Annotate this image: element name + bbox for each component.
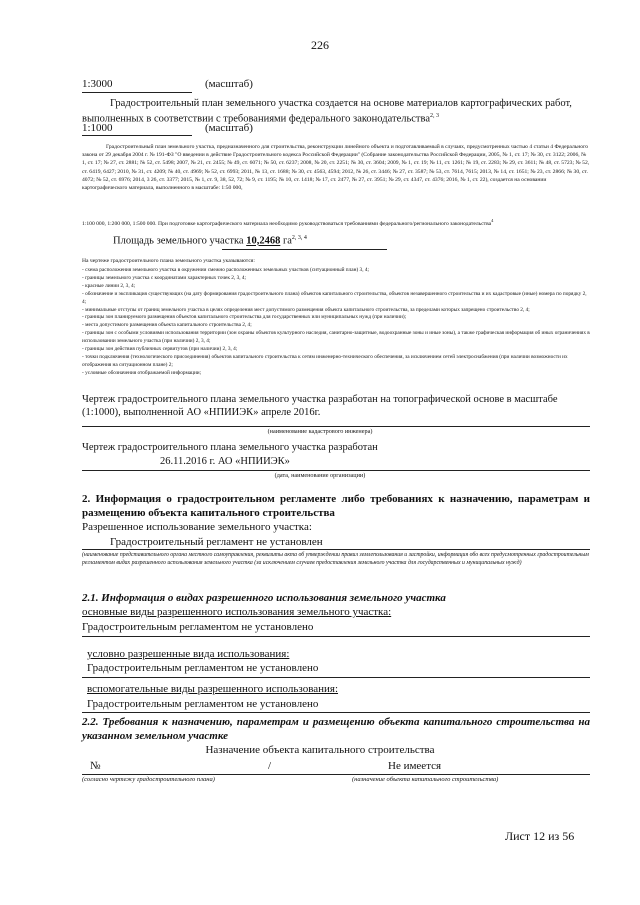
- intro-paragraph: [82, 97, 590, 126]
- scale-second-underline: [82, 135, 192, 136]
- main-kinds-value: Градостроительным регламентом не установлено: [82, 621, 314, 633]
- main-kinds-label: основные виды разрешенного использования земельного участка:: [82, 606, 392, 618]
- section2-title: 2. Информация о градостроительном регламенте либо требованиях к назначению, параметрам и размещению объекта капитального строительства: [82, 493, 590, 519]
- auxiliary-underline: [82, 712, 590, 713]
- area-sup: 2, 3, 4: [291, 235, 307, 241]
- number-sign: №: [90, 760, 101, 772]
- scale-top-label: (масштаб): [205, 78, 253, 90]
- footnote-block-2-text: 1:100 000, 1:200 000, 1:500 000. При подготовке картографического материала необходимо руководствоваться требованиями федерального/регионального законодательства: [82, 220, 492, 227]
- drawing-list-item: - красные линии 2, 3, 4;: [82, 282, 136, 289]
- scale-second-label: (масштаб): [205, 122, 253, 134]
- conditional-label: условно разрешенные вида использования:: [87, 648, 290, 660]
- drawing-list-item: - границы земельного участка с координатами характерных точек 2, 3, 4;: [82, 274, 247, 281]
- developed-line1: Чертеж градостроительного плана земельного участка разработан: [82, 442, 378, 453]
- developed-line2: 26.11.2016 г. АО «НПИИЭК»: [160, 456, 290, 467]
- drawing-list-item: - границы зон с особыми условиями использования территории (зон охраны объектов культурного наследия, санитарно-защитные, водоохранные зоны и иные зоны), а также графическая информация об иных ограничениях в использовании земельного участка (при наличии) 2, 3, 4;: [82, 330, 590, 345]
- permitted-use-note: (наименование представительного органа местного самоуправления, реквизиты акта об утверждении правил землепользования и застройки, информация обо всех предусмотренных градостроительным регламентом видах разрешенного использования земельного участка (за исключением случаев предоставления земельного участка для государственных и муниципальных нужд): [82, 552, 589, 566]
- area-underline: [222, 249, 387, 250]
- drawing-list-item: - обозначение и экспликация существующих (на дату формирования градостроительного плана) объектов капитального строительства, объектов незавершенного строительства и их кадастровые (иные) номера по порядку 2, 4;: [82, 290, 587, 305]
- slash-separator: /: [268, 760, 272, 772]
- drawing-list: [82, 267, 590, 378]
- permitted-use-underline: [82, 549, 590, 550]
- conditional-underline: [82, 677, 590, 678]
- page-number: 226: [311, 38, 329, 52]
- purpose-value: Не имеется: [388, 760, 442, 772]
- conditional-value: Градостроительным регламентом не установлено: [87, 662, 319, 674]
- intro-sup: 2, 3: [430, 113, 439, 119]
- developed-caption: (дата, наименование организации): [274, 472, 366, 479]
- drawing-list-item: - границы зон действия публичных сервитутов (при наличии) 2, 3, 4;: [82, 346, 238, 353]
- section21-title: 2.1. Информация о видах разрешенного использования земельного участка: [82, 592, 446, 604]
- footnote-block-2-sup: 4: [491, 218, 494, 223]
- drawing-list-item: - границы зон планируемого размещения объектов капитального строительства для государственных или муниципальных нужд (при наличии);: [82, 314, 407, 321]
- purpose-label: Назначение объекта капитального строительства: [205, 744, 435, 756]
- drawing-list-item: - точки подключения (технологического присоединения) объектов капитального строительства к сетям инженерно-технического обеспечения, за исключением сетей электроснабжения (при наличии возможности их отображения на ситуационном плане) 2;: [82, 353, 568, 368]
- caption-purpose: (назначение объекта капитального строительства): [352, 776, 499, 783]
- area-value: 10,2468: [246, 235, 281, 247]
- permitted-use-label: Разрешенное использование земельного участка:: [82, 521, 312, 533]
- caption-drawing: (согласно чертежу градостроительного плана): [82, 776, 215, 783]
- purpose-underline: [82, 774, 590, 775]
- sheet-label: Лист 12 из 56: [505, 829, 575, 843]
- scale-top-value: 1:3000: [82, 78, 113, 90]
- main-kinds-underline: [82, 636, 590, 637]
- auxiliary-label: вспомогательные виды разрешенного использования:: [87, 683, 339, 695]
- footnote-block-2: [82, 217, 590, 228]
- area-unit: га: [282, 235, 292, 247]
- footnote-block: Градостроительный план земельного участка, предназначенного для строительства, реконструкции линейного объекта и подготавливаемый в случаях, предусмотренных частью 4 статьи 4 Федерального закона от 29 декабря 2004 г. № 191-ФЗ "О введении в действие Градостроительного кодекса Российской Федерации" (Собрание законодательства Российской Федерации, 2005, № 1, ст. 17; № 30, ст. 3122; 2006, № 1, ст. 17; № 27, ст. 2881; № 52, ст. 5498; 2007, № 21, ст. 2455; № 49, ст. 6071; № 50, ст. 6237; 2008, № 20, ст. 2251; № 30, ст. 3604; 2009, № 1, ст. 19; № 11, ст. 1261; № 19, ст. 2283; № 29, ст. 3611; № 48, ст. 5723; № 52, ст. 6419, 6427; 2010, № 31, ст. 4209; № 40, ст. 4969; № 52, ст. 6993; 2011, № 13, ст. 1688; № 30, ст. 4563, 4594; 2012, № 26, ст. 3446; № 27, ст. 3587; № 53, ст. 7614, 7615; 2013, № 14, ст. 1651; № 23, ст. 2866; № 30, ст. 4072; № 52, ст. 6976; 2014, 3 26, ст. 3377; 2015, № 1, ст. 9, 38, 52, 72; № 9, ст. 1195; № 10, ст. 1418; № 17, ст. 2477, № 27, ст. 3951; № 29, ст. 4347, ст. 4376; 2016, № 1, ст. 22), создается на основании картографического материала, выполненного в масштабе: 1:50 000,: [82, 144, 590, 192]
- area-label: Площадь земельного участка: [113, 235, 244, 247]
- drawing-list-item: - условные обозначения отображаемой информации;: [82, 369, 202, 376]
- cadastral-line: [82, 426, 590, 427]
- drawing-list-item: - места допустимого размещения объекта капитального строительства 2, 4;: [82, 322, 252, 329]
- permitted-use-value: Градостроительный регламент не установлен: [110, 536, 323, 548]
- drawing-list-item: - минимальные отступы от границ земельного участка в целях определения мест допустимого размещения объекта капитального строительства, за пределами которых запрещено строительство 2, 4;: [82, 306, 530, 313]
- section22-title: 2.2. Требования к назначению, параметрам и размещению объекта капитального строительства на указанном земельном участке: [82, 716, 590, 742]
- cadastral-caption: (наименование кадастрового инженера): [267, 428, 373, 435]
- area-line: [113, 235, 307, 247]
- scale-second-value: 1:1000: [82, 122, 113, 134]
- developed-underline: [82, 470, 590, 471]
- drawing-list-item: - схема расположения земельного участка в окружении смежно расположенных земельных участков (ситуационный план) 3, 4;: [82, 267, 369, 273]
- auxiliary-value: Градостроительным регламентом не установлено: [87, 698, 319, 710]
- scale-top-underline: [82, 92, 192, 93]
- intro-text: Градостроительный план земельного участка создается на основе материалов картографических работ, выполненных в соответствии с требованиями федерального законодательства: [82, 98, 572, 125]
- drawing-list-title: На чертеже градостроительного плана земельного участка указываются:: [82, 258, 255, 264]
- topo-paragraph: Чертеж градостроительного плана земельного участка разработан на топографической основе в масштабе (1:1000), выполненной АО «НПИИЭК» апреле 2016г.: [82, 394, 558, 418]
